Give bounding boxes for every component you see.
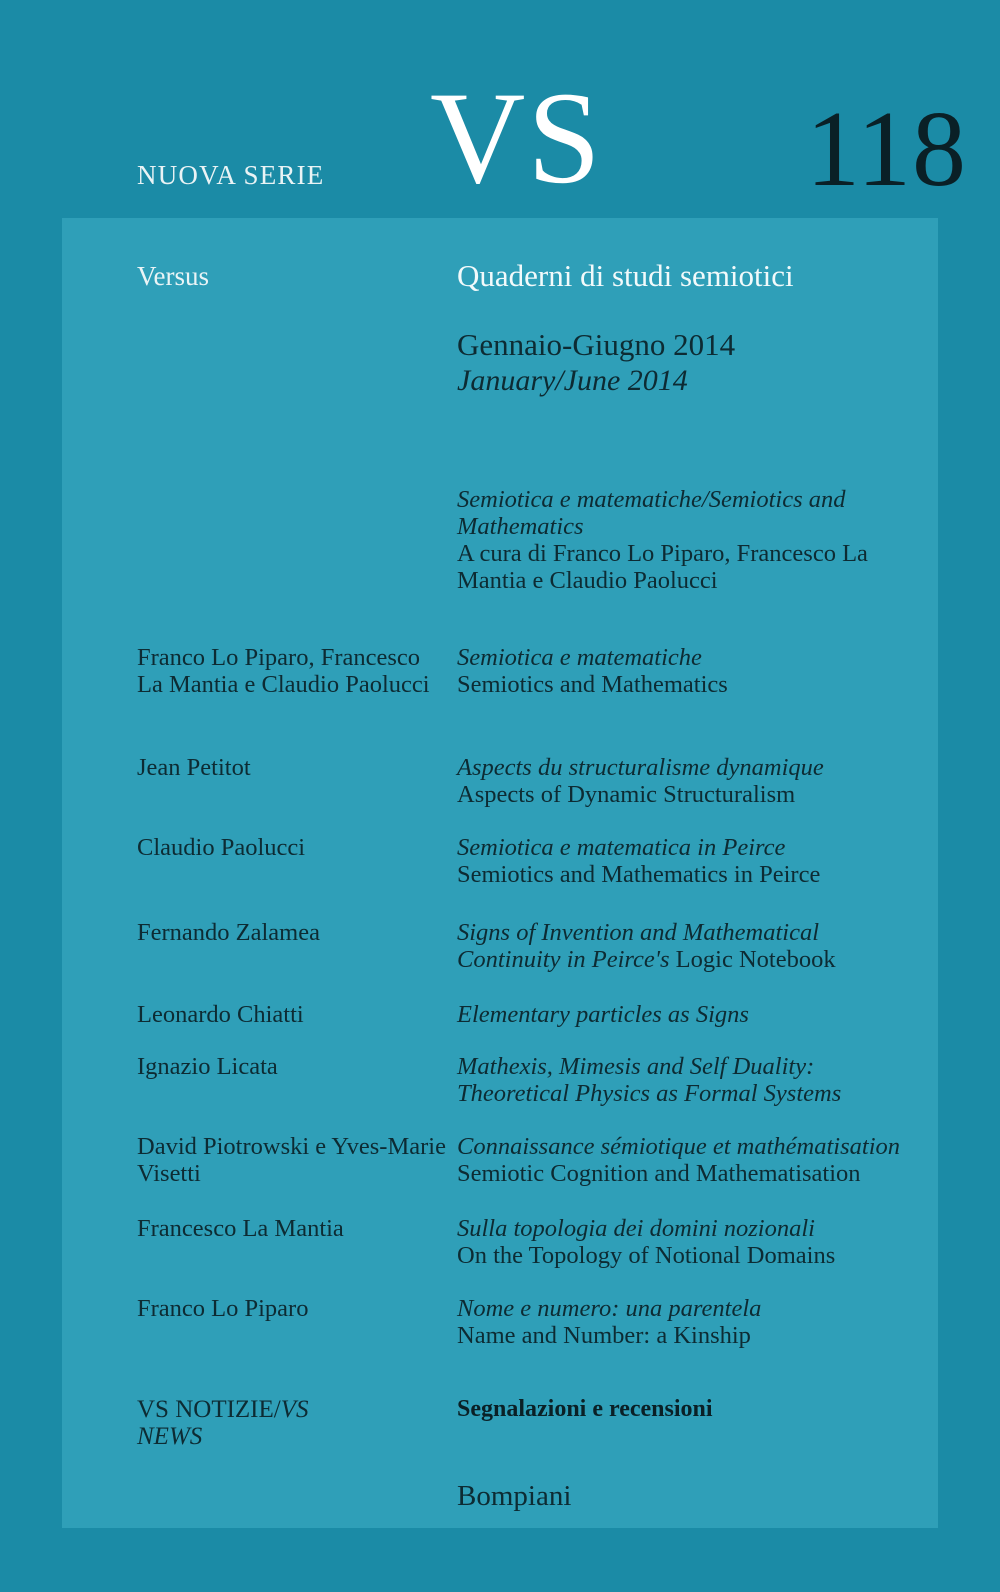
toc-title-english: Semiotics and Mathematics in Peirce	[457, 860, 821, 888]
toc-title-italian: Signs of Invention and Mathematical Continuity in Peirce's	[457, 919, 819, 973]
toc-titles	[457, 1216, 927, 1269]
toc-title-italian: Nome e numero: una parentela	[457, 1295, 762, 1322]
issue-date-italian: Gennaio-Giugno 2014	[457, 327, 736, 362]
toc-titles	[457, 1002, 927, 1029]
news-section-title: Segnalazioni e recensioni	[457, 1396, 713, 1422]
section-editors: A cura di Franco Lo Piparo, Francesco La Mantia e Claudio Paolucci	[457, 540, 868, 594]
toc-title-english: On the Topology of Notional Domains	[457, 1241, 836, 1269]
toc-title-english: Aspects of Dynamic Structuralism	[457, 780, 796, 808]
toc-title-italian: Mathexis, Mimesis and Self Duality: Theoretical Physics as Formal Systems	[457, 1053, 842, 1107]
toc-title-italian: Connaissance sémiotique et mathématisation	[457, 1133, 900, 1160]
toc-titles	[457, 1296, 927, 1349]
section-title: Semiotica e matematiche/Semiotics and Mathematics	[457, 486, 846, 540]
toc-title-italian: Semiotica e matematiche	[457, 644, 702, 671]
issue-date-english: January/June 2014	[457, 364, 688, 397]
toc-title-english: Name and Number: a Kinship	[457, 1321, 751, 1349]
journal-logo: VS	[430, 64, 603, 211]
toc-titles	[457, 1134, 927, 1187]
versus-label: Versus	[137, 261, 209, 291]
journal-subtitle: Quaderni di studi semiotici	[457, 258, 794, 293]
news-label-part3: NEWS	[137, 1423, 203, 1450]
news-label-part2: VS	[280, 1396, 309, 1423]
toc-title-english: Semiotics and Mathematics	[457, 670, 728, 698]
section-heading	[457, 486, 917, 594]
issue-number: 118	[806, 90, 967, 209]
toc-author: Ignazio Licata	[137, 1053, 278, 1080]
toc-author: Jean Petitot	[137, 754, 251, 781]
toc-title-italian: Aspects du structuralisme dynamique	[457, 754, 824, 781]
toc-author: Franco Lo Piparo, Francesco La Mantia e Claudio Paolucci	[137, 644, 430, 698]
masthead-band	[0, 0, 1000, 218]
toc-title-english: Semiotic Cognition and Mathematisation	[457, 1159, 861, 1187]
toc-author: Francesco La Mantia	[137, 1215, 344, 1242]
toc-title-italian: Semiotica e matematica in Peirce	[457, 834, 786, 861]
toc-author: Leonardo Chiatti	[137, 1001, 304, 1028]
toc-title-italian: Elementary particles as Signs	[457, 1001, 749, 1028]
news-section-label	[137, 1396, 437, 1450]
toc-author: Franco Lo Piparo	[137, 1295, 309, 1322]
news-label-part1: VS NOTIZIE/	[137, 1396, 281, 1423]
toc-author: David Piotrowski e Yves-Marie Visetti	[137, 1133, 446, 1187]
toc-titles	[457, 645, 927, 698]
toc-title-english: Logic Notebook	[669, 945, 836, 973]
toc-titles	[457, 835, 927, 888]
series-label: NUOVA SERIE	[137, 160, 325, 190]
toc-titles	[457, 755, 927, 808]
publisher-name: Bompiani	[457, 1480, 572, 1512]
toc-titles	[457, 1054, 927, 1107]
toc-author: Fernando Zalamea	[137, 919, 320, 946]
toc-author: Claudio Paolucci	[137, 834, 306, 861]
toc-titles	[457, 920, 927, 973]
toc-title-italian: Sulla topologia dei domini nozionali	[457, 1215, 815, 1242]
